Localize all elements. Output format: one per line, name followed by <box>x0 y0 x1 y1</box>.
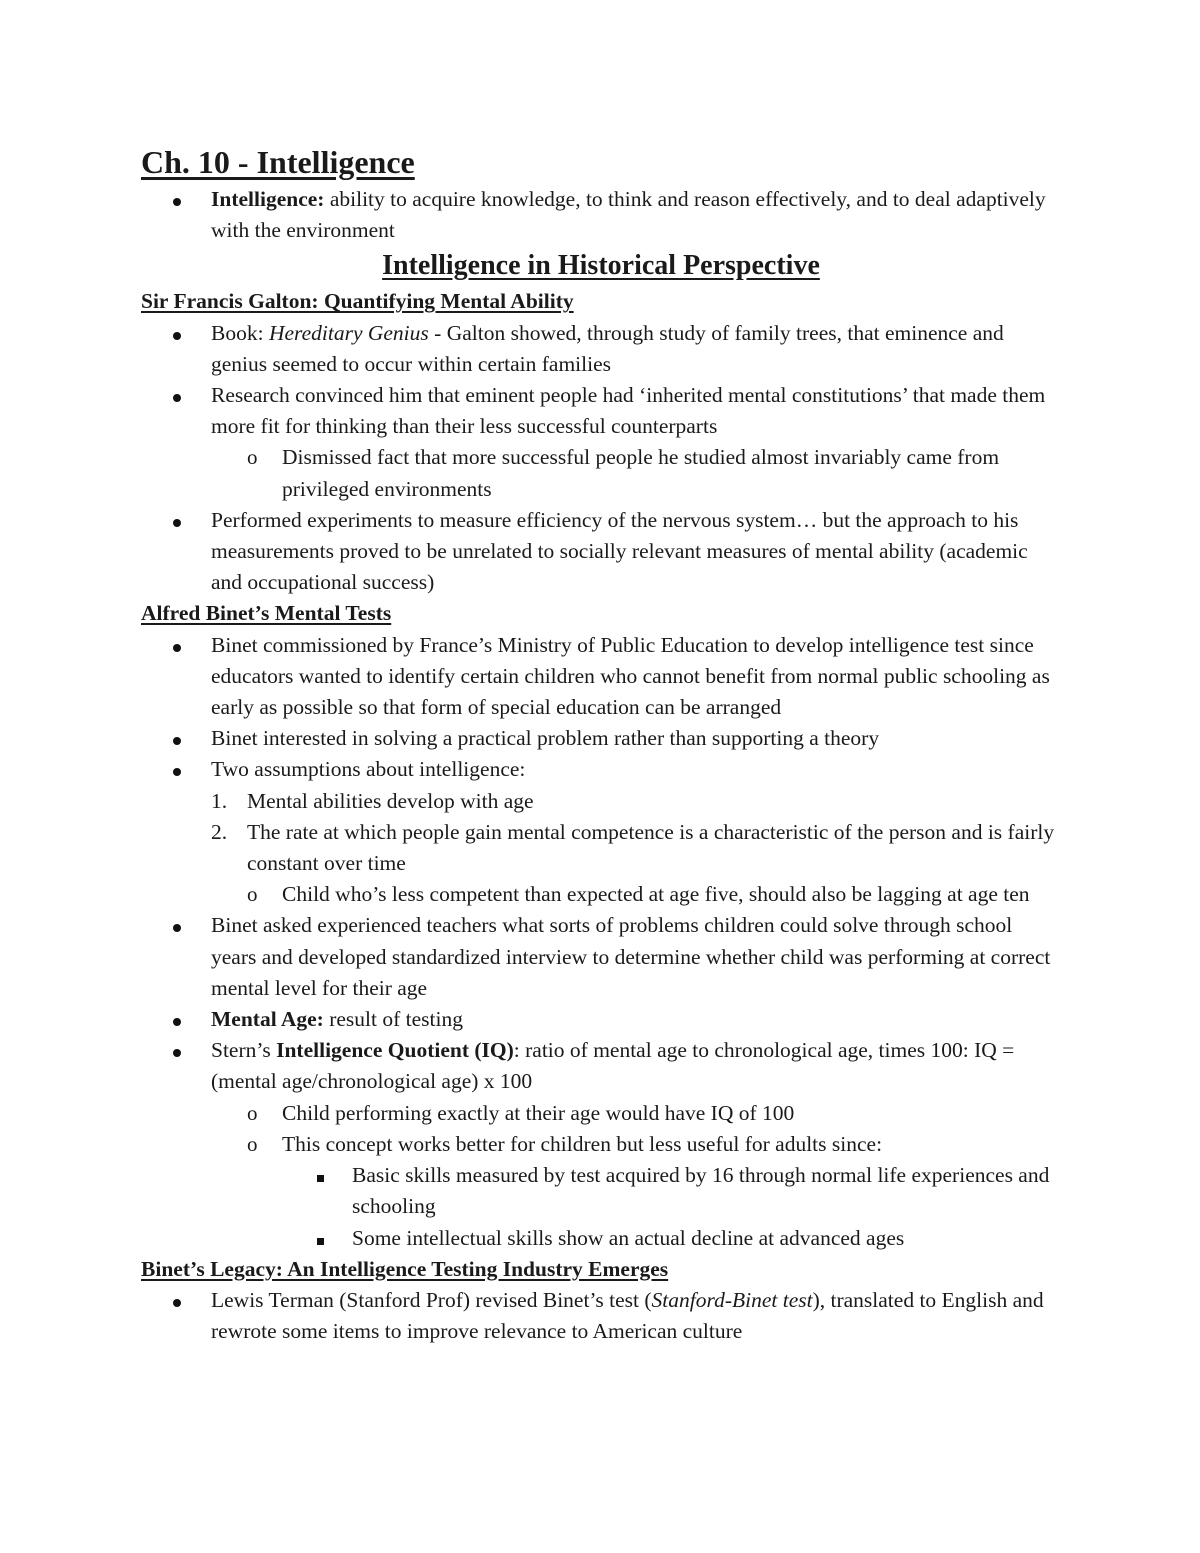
bullet-icon <box>173 723 181 754</box>
bullet-icon <box>173 910 181 941</box>
list-item <box>141 380 1061 442</box>
list-item <box>141 910 1061 1004</box>
definition-term: Intelligence: <box>211 187 325 211</box>
list-item <box>141 1285 1061 1347</box>
item-prefix: Stern’s <box>211 1038 277 1063</box>
bullet-icon <box>173 754 181 785</box>
numbered-item <box>141 817 1061 879</box>
section-title: Intelligence in Historical Perspective <box>382 250 820 282</box>
item-text: This concept works better for children but less useful for adults since: <box>282 1131 883 1156</box>
bullet-icon <box>173 630 181 661</box>
chapter-title: Ch. 10 - Intelligence <box>141 144 415 180</box>
list-item <box>141 1035 1061 1097</box>
item-text: Binet commissioned by France’s Ministry of Public Education to develop intelligence test since educators wanted to identify certain children who cannot benefit from normal public schooling as early as possible so that form of special education can be arranged <box>211 632 1050 720</box>
test-title: Stanford-Binet test <box>651 1287 813 1312</box>
sub-list-item <box>141 442 1061 504</box>
bullet-icon <box>173 318 181 349</box>
item-text: ), translated to English and rewrote some items to improve relevance to American culture <box>211 1287 1044 1344</box>
book-title: Hereditary Genius <box>268 320 429 345</box>
list-item <box>141 505 1061 599</box>
iq-term: Intelligence Quotient (IQ) <box>276 1038 514 1063</box>
item-text: The rate at which people gain mental competence is a characteristic of the person and is fairly constant over time <box>247 819 1055 876</box>
item-text: Performed experiments to measure efficiency of the nervous system… but the approach to his measurements proved to be unrelated to socially relevant measures of mental ability (academic and occupational success) <box>211 507 1028 595</box>
item-text: Dismissed fact that more successful people he studied almost invariably came from privileged environments <box>282 445 1000 501</box>
sub-sub-list-item <box>141 1223 1061 1254</box>
item-number: 1. <box>211 788 228 813</box>
circle-bullet-icon: o <box>247 882 258 907</box>
bullet-icon <box>173 1035 181 1066</box>
item-prefix: Lewis Terman (Stanford Prof) revised Binet’s test ( <box>211 1287 652 1312</box>
item-text: Binet interested in solving a practical problem rather than supporting a theory <box>211 726 880 751</box>
mental-age-term: Mental Age: <box>211 1007 324 1032</box>
galton-heading: Sir Francis Galton: Quantifying Mental Ability <box>141 289 574 314</box>
document-body <box>141 140 1061 1347</box>
item-number: 2. <box>211 819 228 844</box>
binet-heading: Alfred Binet’s Mental Tests <box>141 601 392 626</box>
bullet-icon <box>173 184 181 215</box>
square-bullet-icon <box>317 1223 324 1254</box>
list-item <box>141 723 1061 754</box>
sub-list-item <box>141 1098 1061 1129</box>
item-text: Child who’s less competent than expected at age five, should also be lagging at age ten <box>282 882 1030 907</box>
numbered-item <box>141 786 1061 817</box>
definition-text: ability to acquire knowledge, to think and reason effectively, and to deal adaptively with the environment <box>211 187 1046 243</box>
sub-list-item <box>141 879 1061 910</box>
legacy-heading: Binet’s Legacy: An Intelligence Testing Industry Emerges <box>141 1256 669 1281</box>
item-text: Research convinced him that eminent people had ‘inherited mental constitutions’ that made them more fit for thinking than their less successful counterparts <box>211 383 1046 439</box>
item-text: Binet asked experienced teachers what sorts of problems children could solve through school years and developed standardized interview to determine whether child was performing at correct mental level for their age <box>211 913 1051 1000</box>
list-item <box>141 754 1061 785</box>
item-text: Mental abilities develop with age <box>247 788 534 813</box>
circle-bullet-icon: o <box>247 1100 258 1125</box>
item-text: Two assumptions about intelligence: <box>211 757 526 782</box>
item-text: result of testing <box>323 1007 463 1032</box>
list-item <box>141 318 1061 380</box>
bullet-icon <box>173 380 181 411</box>
definition-item <box>141 184 1061 246</box>
item-text: Child performing exactly at their age would have IQ of 100 <box>282 1100 795 1125</box>
item-text: : ratio of mental age to chronological age, times 100: IQ = (mental age/chronological age) x 100 <box>211 1038 1015 1094</box>
bullet-icon <box>173 1004 181 1035</box>
sub-sub-list-item <box>141 1160 1061 1222</box>
item-text: - Galton showed, through study of family trees, that eminence and genius seemed to occur within certain families <box>211 320 1004 376</box>
circle-bullet-icon: o <box>247 1131 258 1156</box>
bullet-icon <box>173 505 181 536</box>
circle-bullet-icon: o <box>247 445 258 470</box>
list-item <box>141 1004 1061 1035</box>
bullet-icon <box>173 1285 181 1316</box>
list-item <box>141 630 1061 724</box>
item-text: Some intellectual skills show an actual decline at advanced ages <box>352 1225 905 1250</box>
item-prefix: Book: <box>211 320 269 345</box>
item-text: Basic skills measured by test acquired by 16 through normal life experiences and schooling <box>352 1163 1050 1219</box>
sub-list-item <box>141 1129 1061 1160</box>
square-bullet-icon <box>317 1160 324 1191</box>
